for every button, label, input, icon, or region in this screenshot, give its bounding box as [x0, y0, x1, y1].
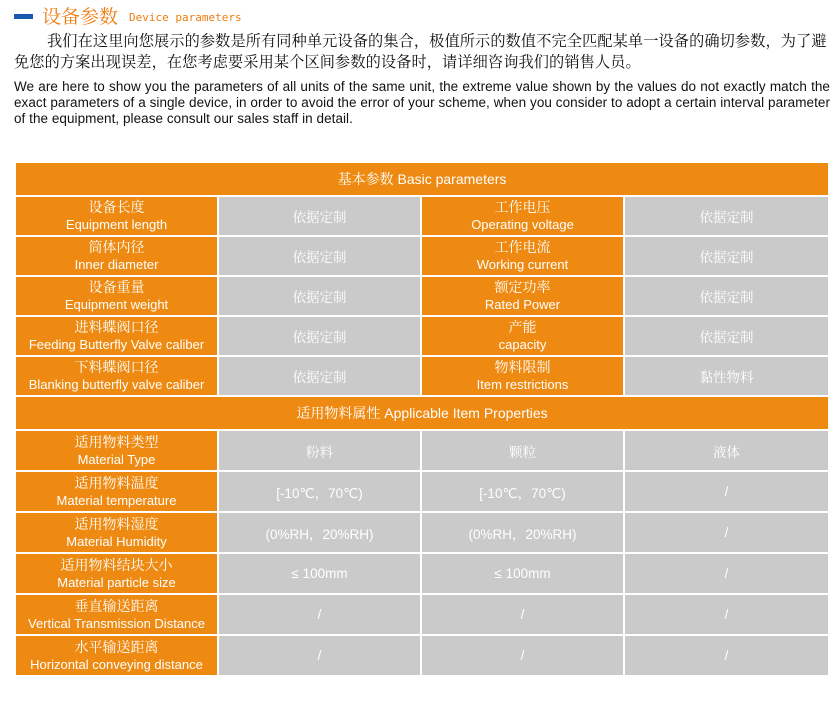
- property-value: ≤ 100mm: [218, 553, 421, 594]
- property-label: 水平输送距离 Horizontal conveying distance: [15, 635, 218, 676]
- table-row: [15, 594, 829, 635]
- table-row: [15, 356, 829, 396]
- param-value: 依据定制: [218, 356, 421, 396]
- table-row: [15, 196, 829, 236]
- property-label: 适用物料温度 Material temperature: [15, 471, 218, 512]
- header-bar-icon: [14, 14, 33, 19]
- param-value: 依据定制: [218, 196, 421, 236]
- param-label: 工作电压 Operating voltage: [421, 196, 624, 236]
- param-label: 筒体内径 Inner diameter: [15, 236, 218, 276]
- property-label: 适用物料结块大小 Material particle size: [15, 553, 218, 594]
- param-label: 设备重量 Equipment weight: [15, 276, 218, 316]
- param-value: 依据定制: [624, 276, 829, 316]
- intro-paragraph-en: We are here to show you the parameters of all units of the same unit, the extreme value shown by the values do not exactly match the exact parameters of a single device, in order to avoid the error of your scheme, when you consider to adopt a certain interval parameter of the equipment, please consult our sales staff in detail.: [14, 79, 830, 126]
- property-label: 垂直输送距离 Vertical Transmission Distance: [15, 594, 218, 635]
- table-row: [15, 471, 829, 512]
- param-label: 工作电流 Working current: [421, 236, 624, 276]
- intro-paragraph-cn: 我们在这里向您展示的参数是所有同种单元设备的集合，极值所示的数值不完全匹配某单一设备的确切参数，为了避免您的方案出现误差，在您考虑要采用某个区间参数的设备时，请详细咨询我们的销售人员。: [14, 32, 827, 71]
- table-row: [15, 512, 829, 553]
- property-value: /: [421, 594, 624, 635]
- param-label: 设备长度 Equipment length: [15, 196, 218, 236]
- property-value: [-10℃，70℃): [421, 471, 624, 512]
- property-value: /: [624, 471, 829, 512]
- param-label: 产能 capacity: [421, 316, 624, 356]
- property-value: /: [624, 635, 829, 676]
- param-value: 依据定制: [218, 316, 421, 356]
- parameters-table: [14, 161, 830, 677]
- section-header: [14, 2, 242, 28]
- table-row: [15, 430, 829, 471]
- section-title-en: Device parameters: [129, 11, 242, 24]
- applicable-properties-heading: 适用物料属性 Applicable Item Properties: [15, 396, 829, 430]
- param-label: 额定功率 Rated Power: [421, 276, 624, 316]
- property-value: /: [624, 553, 829, 594]
- property-value: /: [421, 635, 624, 676]
- property-value: 粉料: [218, 430, 421, 471]
- property-value: /: [218, 594, 421, 635]
- property-value: /: [624, 594, 829, 635]
- basic-parameters-heading: 基本参数 Basic parameters: [15, 162, 829, 196]
- param-value: 依据定制: [624, 316, 829, 356]
- property-value: /: [218, 635, 421, 676]
- table-row: [15, 553, 829, 594]
- property-value: (0%RH，20%RH): [421, 512, 624, 553]
- property-value: 颗粒: [421, 430, 624, 471]
- param-value: 依据定制: [624, 236, 829, 276]
- param-value: 依据定制: [218, 236, 421, 276]
- param-label: 进料蝶阀口径 Feeding Butterfly Valve caliber: [15, 316, 218, 356]
- property-value: ≤ 100mm: [421, 553, 624, 594]
- property-value: /: [624, 512, 829, 553]
- property-label: 适用物料湿度 Material Humidity: [15, 512, 218, 553]
- property-value: [-10℃，70℃): [218, 471, 421, 512]
- property-label: 适用物料类型 Material Type: [15, 430, 218, 471]
- table-row: [15, 316, 829, 356]
- section-title-cn: 设备参数: [42, 5, 119, 28]
- table-row: [15, 276, 829, 316]
- param-value: 黏性物料: [624, 356, 829, 396]
- table-row: [15, 635, 829, 676]
- property-value: (0%RH，20%RH): [218, 512, 421, 553]
- table-row: [15, 236, 829, 276]
- param-label: 物料限制 Item restrictions: [421, 356, 624, 396]
- param-label: 下料蝶阀口径 Blanking butterfly valve caliber: [15, 356, 218, 396]
- param-value: 依据定制: [218, 276, 421, 316]
- param-value: 依据定制: [624, 196, 829, 236]
- property-value: 液体: [624, 430, 829, 471]
